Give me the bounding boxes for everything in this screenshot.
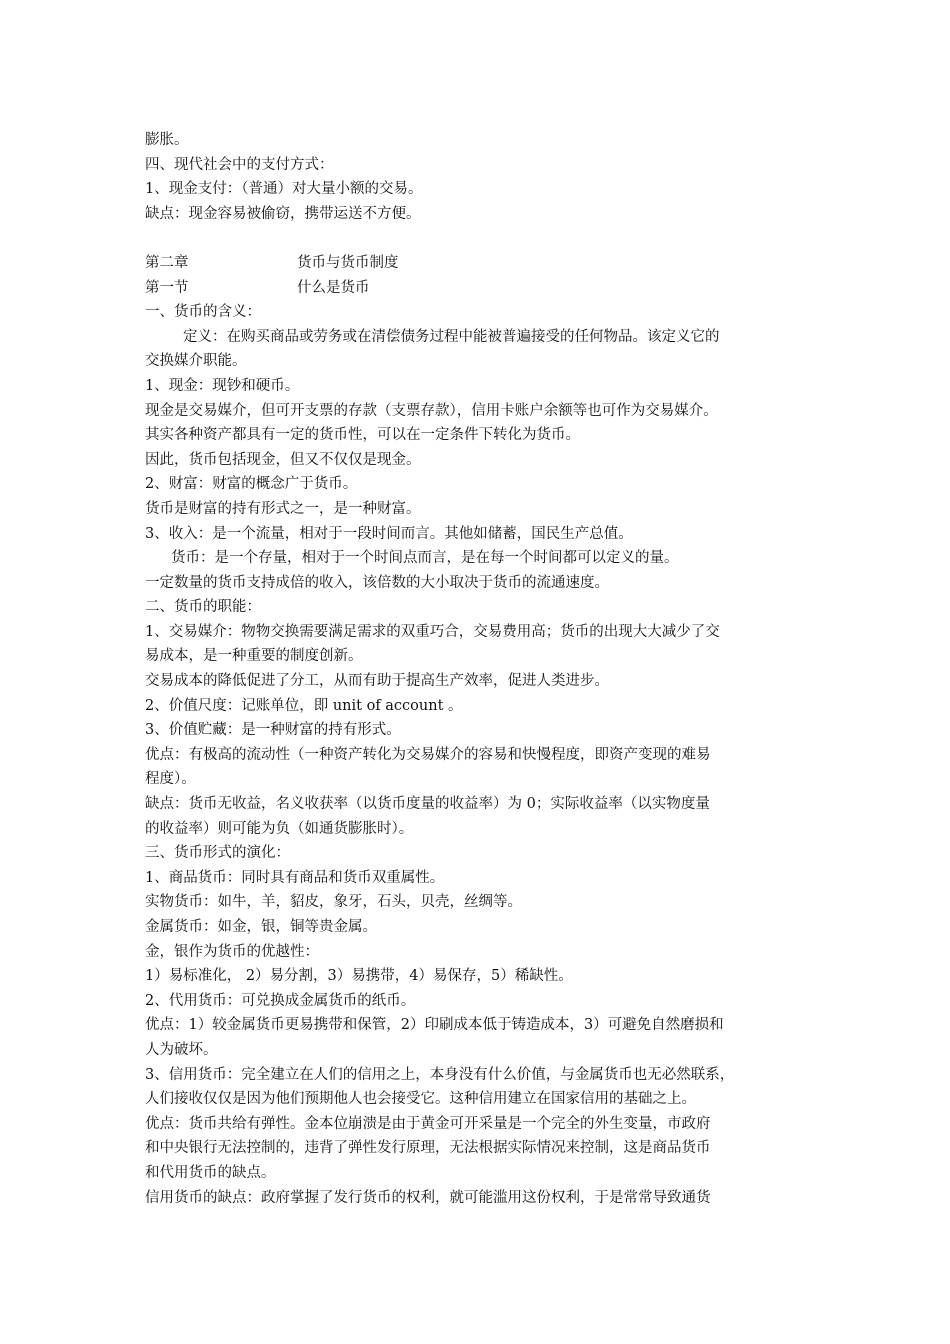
text-line: 定义：在购买商品或劳务或在清偿债务过程中能被普遍接受的任何物品。该定义它的	[183, 328, 720, 345]
text-line: 金属货币：如金，银，铜等贵金属。	[145, 919, 377, 935]
text-line: 1、现金支付：（普通）对大量小额的交易。	[145, 181, 423, 198]
text-line: 优点：货币共给有弹性。金本位崩溃是由于黄金可开采量是一个完全的外生变量，市政府	[145, 1115, 711, 1132]
text-line: 3、价值贮藏：是一种财富的持有形式。	[145, 722, 401, 739]
text-line: 2、代用货币：可兑换成金属货币的纸币。	[145, 992, 416, 1009]
text-line: 的收益率）则可能为负（如通货膨胀时）。	[145, 820, 414, 837]
text-line: 金，银作为货币的优越性：	[145, 943, 319, 960]
text-line: 缺点：货币无收益，名义收获率（以货币度量的收益率）为 0；实际收益率（以实物度量	[145, 796, 710, 813]
text-line: 实物货币：如牛，羊，貂皮，象牙，石头，贝壳，丝绸等。	[145, 894, 522, 911]
text-line: 交易成本的降低促进了分工，从而有助于提高生产效率，促进人类进步。	[145, 673, 609, 690]
text-line: 因此，货币包括现金，但又不仅仅是现金。	[145, 451, 421, 468]
text-line: 1、商品货币：同时具有商品和货币双重属性。	[145, 869, 445, 886]
document-page	[145, 128, 815, 1210]
section-heading: 二、货币的职能：	[145, 599, 261, 616]
text-line: 和代用货币的缺点。	[145, 1164, 276, 1181]
text-line: 信用货币的缺点：政府掌握了发行货币的权利，就可能滥用这份权利，于是常常导致通货	[145, 1189, 711, 1206]
text-line: 交换媒介职能。	[145, 353, 247, 370]
text-line: 优点：1）较金属货币更易携带和保管，2）印刷成本低于铸造成本，3）可避免自然磨损和	[145, 1017, 724, 1034]
text-line: 2、价值尺度：记账单位，即 unit of account 。	[145, 697, 463, 714]
text-line: 1、现金：现钞和硬币。	[145, 377, 300, 394]
text-line: 人们接收仅仅是因为他们预期他人也会接受它。这种信用建立在国家信用的基础之上。	[145, 1091, 696, 1108]
text-line: 2、财富：财富的概念广于货币。	[145, 476, 358, 493]
chapter-heading	[145, 251, 815, 276]
chapter-title: 货币与货币制度	[297, 254, 399, 271]
chapter-number: 第二章	[145, 254, 189, 271]
text-line: 一定数量的货币支持成倍的收入，该倍数的大小取决于货币的流通速度。	[145, 574, 609, 591]
blank-line	[145, 226, 815, 251]
section-number: 第一节	[145, 279, 189, 296]
text-line: 缺点：现金容易被偷窃，携带运送不方便。	[145, 205, 421, 222]
text-line: 3、信用货币：完全建立在人们的信用之上，本身没有什么价值，与金属货币也无必然联系，	[145, 1066, 735, 1083]
text-line: 其实各种资产都具有一定的货币性，可以在一定条件下转化为货币。	[145, 427, 580, 444]
text-line: 货币是财富的持有形式之一，是一种财富。	[145, 500, 421, 517]
text-line: 人为破坏。	[145, 1041, 218, 1058]
text-line: 1）易标准化， 2）易分割，3）易携带，4）易保存，5）稀缺性。	[145, 968, 573, 985]
section-title-row	[145, 276, 815, 301]
text-line: 现金是交易媒介，但可开支票的存款（支票存款），信用卡账户余额等也可作为交易媒介。	[145, 402, 718, 419]
text-line: 1、交易媒介：物物交换需要满足需求的双重巧合，交易费用高；货币的出现大大减少了交	[145, 623, 720, 640]
section-heading: 三、货币形式的演化：	[145, 845, 290, 862]
section-heading: 四、现代社会中的支付方式：	[145, 156, 334, 173]
text-line: 优点：有极高的流动性（一种资产转化为交易媒介的容易和快慢程度，即资产变现的难易	[145, 746, 711, 763]
section-heading: 一、货币的含义：	[145, 304, 261, 321]
text-line: 膨胀。	[145, 132, 189, 148]
text-line: 易成本，是一种重要的制度创新。	[145, 648, 363, 665]
section-title: 什么是货币	[297, 279, 370, 296]
text-line: 和中央银行无法控制的，违背了弹性发行原理，无法根据实际情况来控制，这是商品货币	[145, 1140, 711, 1157]
text-line: 程度）。	[145, 771, 196, 788]
text-line: 货币：是一个存量，相对于一个时间点而言，是在每一个时间都可以定义的量。	[171, 550, 679, 567]
text-line: 3、收入：是一个流量，相对于一段时间而言。其他如储蓄，国民生产总值。	[145, 525, 633, 542]
